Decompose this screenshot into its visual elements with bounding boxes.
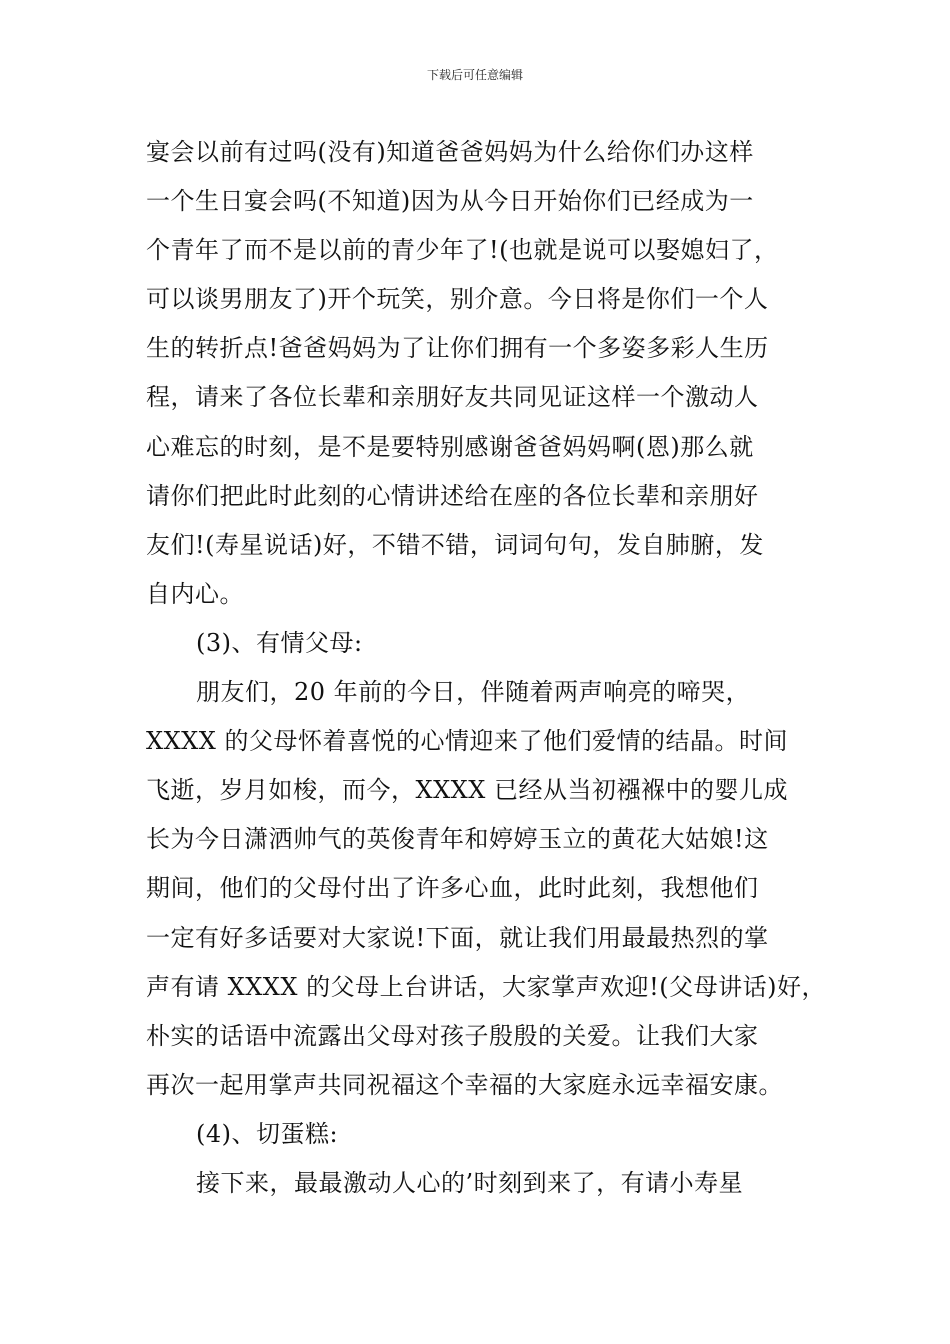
text-line: 长为今日潇洒帅气的英俊青年和婷婷玉立的黄花大姑娘!这	[146, 825, 769, 854]
text-line: 心难忘的时刻，是不是要特别感谢爸爸妈妈啊(恩)那么就	[146, 432, 754, 461]
paragraph-first-line: 朋友们，20 年前的今日，伴随着两声响亮的啼哭，	[196, 678, 751, 707]
section-heading: (3)、有情父母:	[196, 628, 363, 657]
section-heading: (4)、切蛋糕:	[196, 1119, 339, 1148]
text-line: 一定有好多话要对大家说!下面，就让我们用最最热烈的掌	[146, 923, 769, 952]
text-line: 宴会以前有过吗(没有)知道爸爸妈妈为什么给你们办这样	[146, 138, 754, 166]
text-line: XXXX 的父母怀着喜悦的心情迎来了他们爱情的结晶。时间	[146, 727, 788, 756]
text-line: 生的转折点!爸爸妈妈为了让你们拥有一个多姿多彩人生历	[146, 334, 769, 363]
text-line: 个青年了而不是以前的青少年了!(也就是说可以娶媳妇了，	[146, 236, 779, 265]
text-line: 程，请来了各位长辈和亲朋好友共同见证这样一个激动人	[146, 383, 759, 412]
paragraph-first-line: 接下来，最最激动人心的’时刻到来了，有请小寿星	[196, 1168, 744, 1197]
text-line: 朴实的话语中流露出父母对孩子殷殷的关爱。让我们大家	[146, 1021, 759, 1050]
text-line: 友们!(寿星说话)好，不错不错，词词句句，发自肺腑，发	[146, 530, 764, 559]
text-line: 请你们把此时此刻的心情讲述给在座的各位长辈和亲朋好	[146, 481, 759, 510]
text-line: 声有请 XXXX 的父母上台讲话，大家掌声欢迎!(父母讲话)好，	[146, 972, 826, 1001]
text-line: 飞逝，岁月如梭，而今，XXXX 已经从当初襁褓中的婴儿成	[146, 776, 788, 805]
text-line: 期间，他们的父母付出了许多心血，此时此刻，我想他们	[146, 874, 759, 903]
text-line: 一个生日宴会吗(不知道)因为从今日开始你们已经成为一	[146, 187, 754, 216]
text-line: 可以谈男朋友了)开个玩笑，别介意。今日将是你们一个人	[146, 285, 769, 314]
text-line: 再次一起用掌声共同祝福这个幸福的大家庭永远幸福安康。	[146, 1070, 783, 1099]
text-line: 自内心。	[146, 579, 244, 608]
document-body	[146, 128, 826, 1208]
page-header: 下载后可任意编辑	[426, 68, 523, 82]
